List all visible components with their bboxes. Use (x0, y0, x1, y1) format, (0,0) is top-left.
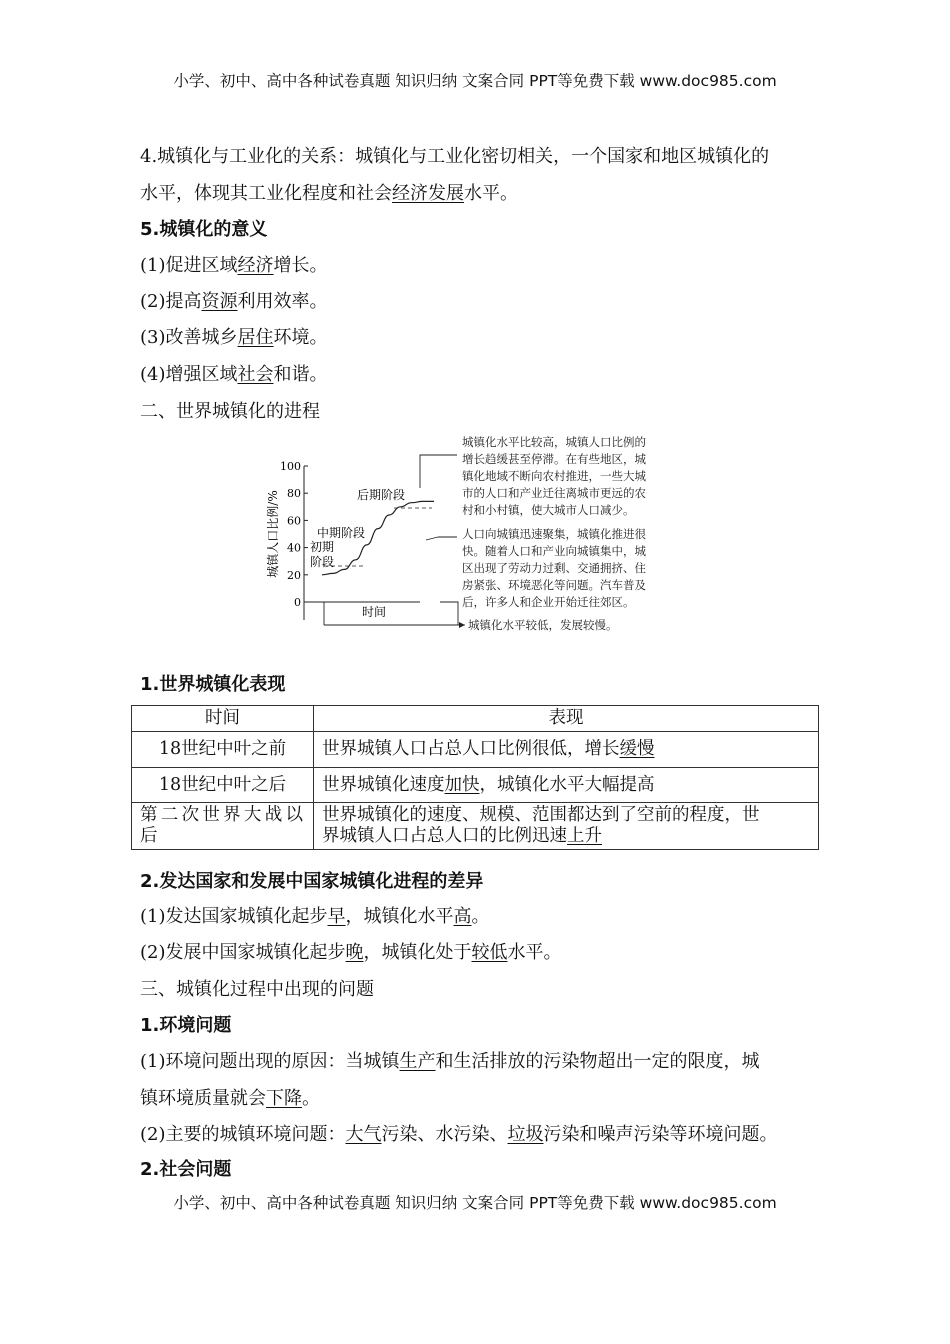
stage-label-middle: 中期阶段 (317, 526, 366, 540)
list-item: (1)发达国家城镇化起步早，城镇化水平高。 (140, 906, 490, 927)
stage-label-early-2: 阶段 (310, 555, 335, 569)
table-header: 表现 (314, 706, 819, 732)
annotation-middle-line: 快。随着人口和产业向城镇集中，城 (462, 544, 646, 558)
y-axis-label: 城镇人口比例/% (266, 490, 280, 578)
stage-label-late: 后期阶段 (357, 488, 406, 502)
urbanization-chart (262, 430, 692, 636)
section-title-world-urbanization: 1.世界城镇化表现 (140, 674, 286, 695)
y-tick-label: 80 (287, 487, 301, 501)
annotation-middle-line: 房紧张、环境恶化等问题。汽车普及 (462, 578, 646, 592)
time-box (324, 602, 458, 625)
table-cell: 世界城镇人口占总人口比例很低，增长缓慢 (314, 732, 819, 768)
y-tick-label: 0 (294, 596, 301, 609)
para4-line2: 水平，体现其工业化程度和社会经济发展水平。 (140, 183, 518, 204)
table-header: 时间 (132, 706, 314, 732)
annotation-middle-line: 后，许多人和企业开始迁往郊区。 (462, 595, 635, 609)
annotation-middle-line: 人口向城镇迅速聚集，城镇化推进很 (462, 527, 646, 541)
annotation-late-line: 镇化地域不断向农村推进，一些大城 (462, 469, 646, 483)
table-row (132, 803, 819, 850)
list-item: (4)增强区域社会和谐。 (140, 364, 328, 385)
para4-line1: 4.城镇化与工业化的关系：城镇化与工业化密切相关，一个国家和地区城镇化的 (140, 146, 770, 167)
annotation-late-line: 增长趋缓甚至停滞。在有些地区，城 (462, 452, 646, 466)
section-title-environment: 1.环境问题 (140, 1015, 232, 1036)
table-header-row (132, 706, 819, 732)
section-title-significance: 5.城镇化的意义 (140, 219, 268, 240)
env-line3: (2)主要的城镇环境问题：大气污染、水污染、垃圾污染和噪声污染等环境问题。 (140, 1124, 778, 1145)
table-cell: 18世纪中叶之前 (132, 732, 314, 768)
y-tick-label: 100 (280, 460, 301, 473)
x-axis-label: 时间 (362, 605, 387, 619)
annotation-late-line: 村和小村镇，使大城市人口减少。 (462, 503, 635, 517)
y-tick-label: 20 (287, 568, 301, 582)
page-footer: 小学、初中、高中各种试卷真题 知识归纳 文案合同 PPT等免费下载 www.doc985.com (173, 1194, 777, 1212)
annotation-late-line: 城镇化水平比较高，城镇人口比例的 (462, 435, 646, 449)
arrowhead-icon (459, 622, 465, 628)
list-item: (1)促进区域经济增长。 (140, 255, 328, 276)
y-tick-label: 40 (287, 541, 301, 555)
table-cell: 世界城镇化速度加快，城镇化水平大幅提高 (314, 768, 819, 803)
annotation-early-line: 城镇化水平较低，发展较慢。 (468, 618, 618, 632)
table-cell: 世界城镇化的速度、规模、范围都达到了空前的程度，世 界城镇人口占总人口的比例迅速上升 (314, 803, 819, 850)
page-header: 小学、初中、高中各种试卷真题 知识归纳 文案合同 PPT等免费下载 www.doc985.com (173, 72, 777, 90)
annotation-late-line: 市的人口和产业迁往离城市更远的农 (462, 486, 646, 500)
list-item: (2)提高资源利用效率。 (140, 291, 328, 312)
annotation-middle-line: 区出现了劳动力过剩、交通拥挤、住 (462, 561, 646, 575)
annotation-connectors (420, 455, 465, 625)
list-item: (3)改善城乡居住环境。 (140, 327, 328, 348)
urbanization-table (131, 705, 819, 850)
stage-label-early-1: 初期 (310, 540, 335, 554)
table-row (132, 768, 819, 803)
table-row (132, 732, 819, 768)
part3-heading: 三、城镇化过程中出现的问题 (140, 979, 374, 1000)
y-tick-label: 60 (287, 514, 301, 528)
section-title-social: 2.社会问题 (140, 1159, 232, 1180)
env-line2: 镇环境质量就会下降。 (140, 1088, 320, 1109)
list-item: (2)发展中国家城镇化起步晚，城镇化处于较低水平。 (140, 942, 562, 963)
section-title-difference: 2.发达国家和发展中国家城镇化进程的差异 (140, 871, 484, 892)
table-cell: 第二次世界大战以后 (132, 803, 314, 850)
env-line1: (1)环境问题出现的原因：当城镇生产和生活排放的污染物超出一定的限度，城 (140, 1051, 760, 1072)
table-cell: 18世纪中叶之后 (132, 768, 314, 803)
part2-heading: 二、世界城镇化的进程 (140, 401, 320, 422)
